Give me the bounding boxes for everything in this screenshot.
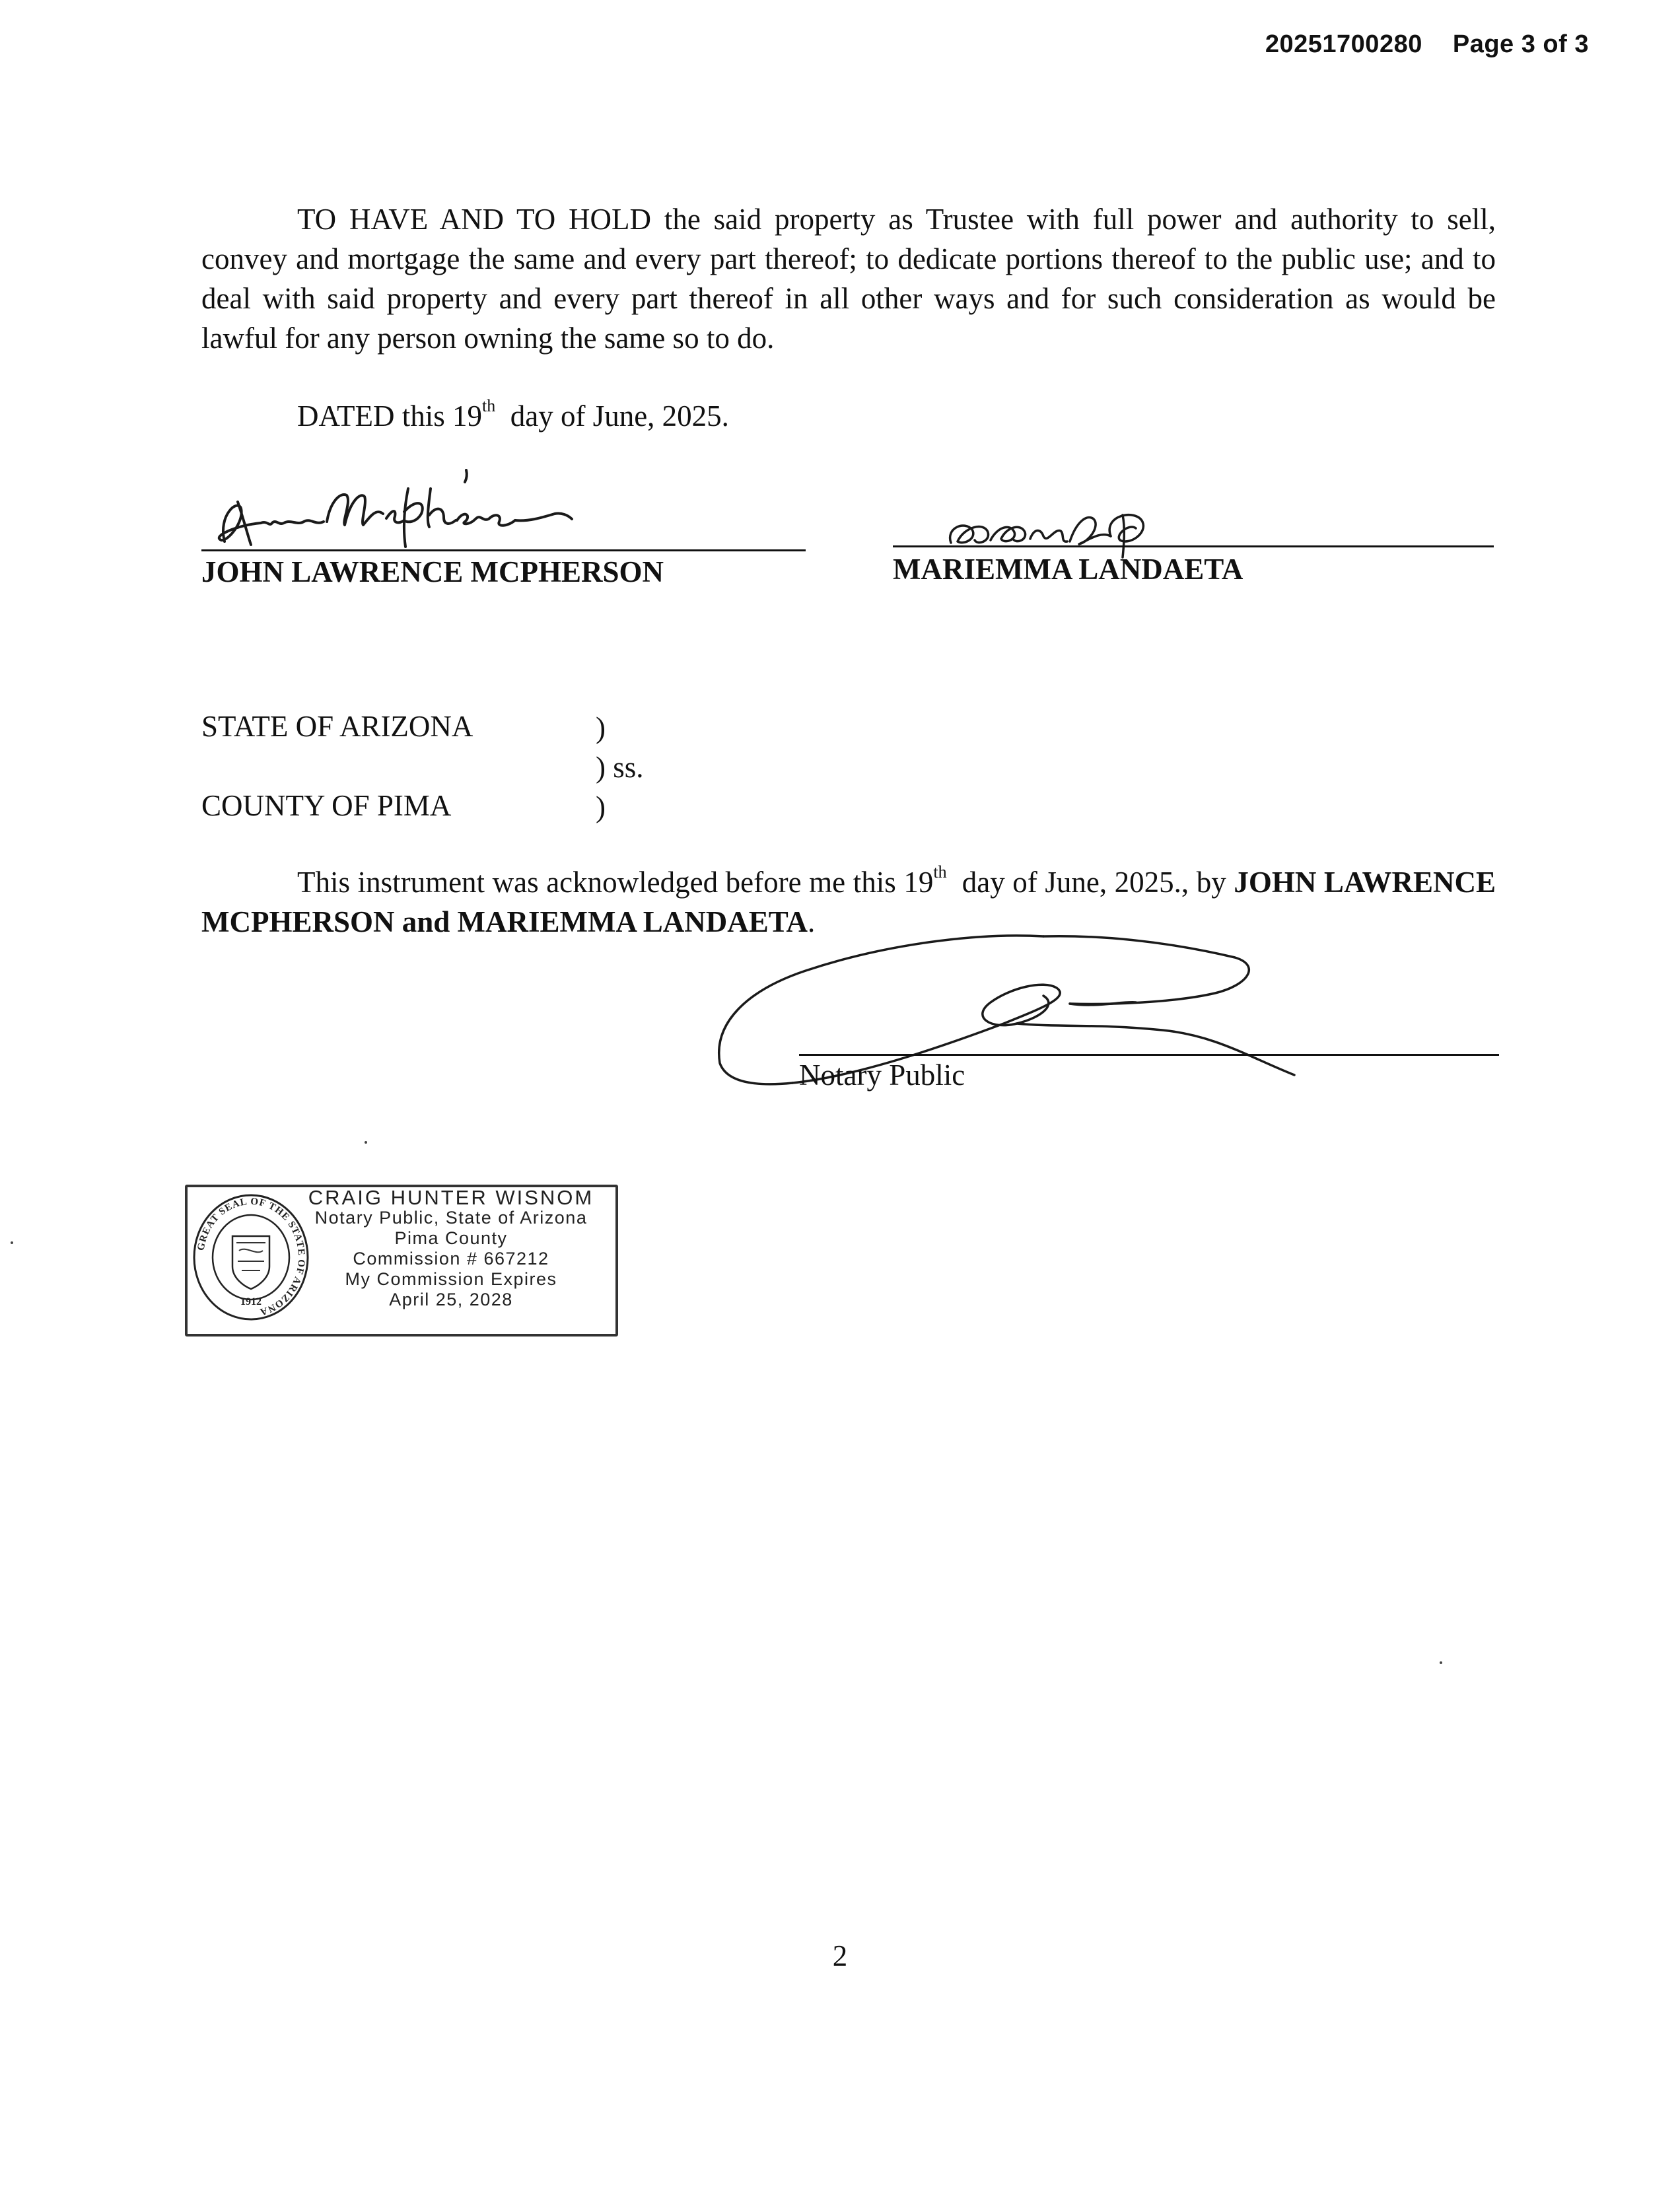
seal-year: 1912 [240, 1296, 262, 1307]
venue-ss: ) ss. [596, 751, 644, 784]
scan-speck [365, 1141, 367, 1144]
stamp-county: Pima County [394, 1228, 508, 1248]
venue-county: COUNTY OF PIMA [201, 789, 452, 822]
ack-prefix: This instrument was acknowledged before me this 19 [297, 866, 934, 899]
mcpherson-signature [198, 462, 608, 555]
left-signer-name: JOHN LAWRENCE MCPHERSON [201, 555, 664, 588]
right-signature-line [893, 545, 1494, 547]
ack-superscript: th [933, 862, 947, 882]
ack-suffix: . [807, 905, 816, 938]
scan-speck [11, 1241, 13, 1244]
venue-paren-top: ) [596, 711, 606, 744]
ack-middle: day of June, 2025., by [946, 866, 1234, 899]
habendum-lead: TO HAVE AND TO HOLD [297, 203, 652, 236]
right-signer-name: MARIEMMA LANDAETA [893, 553, 1243, 586]
habendum-text: the said property as Trustee with full power and authority to sell, convey and mortgage the same and every part thereof; to dedicate portions thereof to the public use; and to deal with said property and every part thereof in all other ways and for such consideration as would be lawful for any person owning the same so to do. [201, 203, 1496, 355]
page-number: 2 [832, 1939, 848, 1972]
notary-stamp [180, 1178, 621, 1339]
stamp-expiration-date: April 25, 2028 [389, 1290, 513, 1309]
document-header [1265, 30, 1589, 59]
notary-signature [700, 924, 1308, 1096]
stamp-notary-name: CRAIG HUNTER WISNOM [308, 1186, 594, 1209]
stamp-title: Notary Public, State of Arizona [314, 1208, 588, 1228]
dated-line [297, 396, 729, 436]
dated-suffix: day of June, 2025. [495, 399, 729, 433]
page-label: Page 3 of 3 [1452, 30, 1589, 58]
stamp-commission-number: Commission # 667212 [353, 1249, 549, 1268]
stamp-text [296, 1187, 606, 1310]
stamp-expires-label: My Commission Expires [345, 1269, 557, 1289]
great-seal-icon [192, 1193, 310, 1322]
document-number: 20251700280 [1265, 30, 1422, 58]
dated-superscript: th [482, 396, 496, 415]
left-signature-line [201, 549, 806, 551]
venue-paren-bottom: ) [596, 790, 606, 823]
notary-signature-line [799, 1054, 1499, 1056]
notary-public-label: Notary Public [799, 1059, 965, 1092]
ack-names: JOHN LAWRENCE MCPHERSON and MARIEMMA LANDAETA [201, 866, 1496, 938]
scan-speck [1440, 1661, 1442, 1664]
venue-state: STATE OF ARIZONA [201, 710, 473, 743]
seal-ring-text: GREAT SEAL OF THE STATE OF ARIZONA [195, 1196, 307, 1317]
dated-prefix: DATED this 19 [297, 399, 482, 433]
habendum-paragraph [201, 199, 1496, 358]
